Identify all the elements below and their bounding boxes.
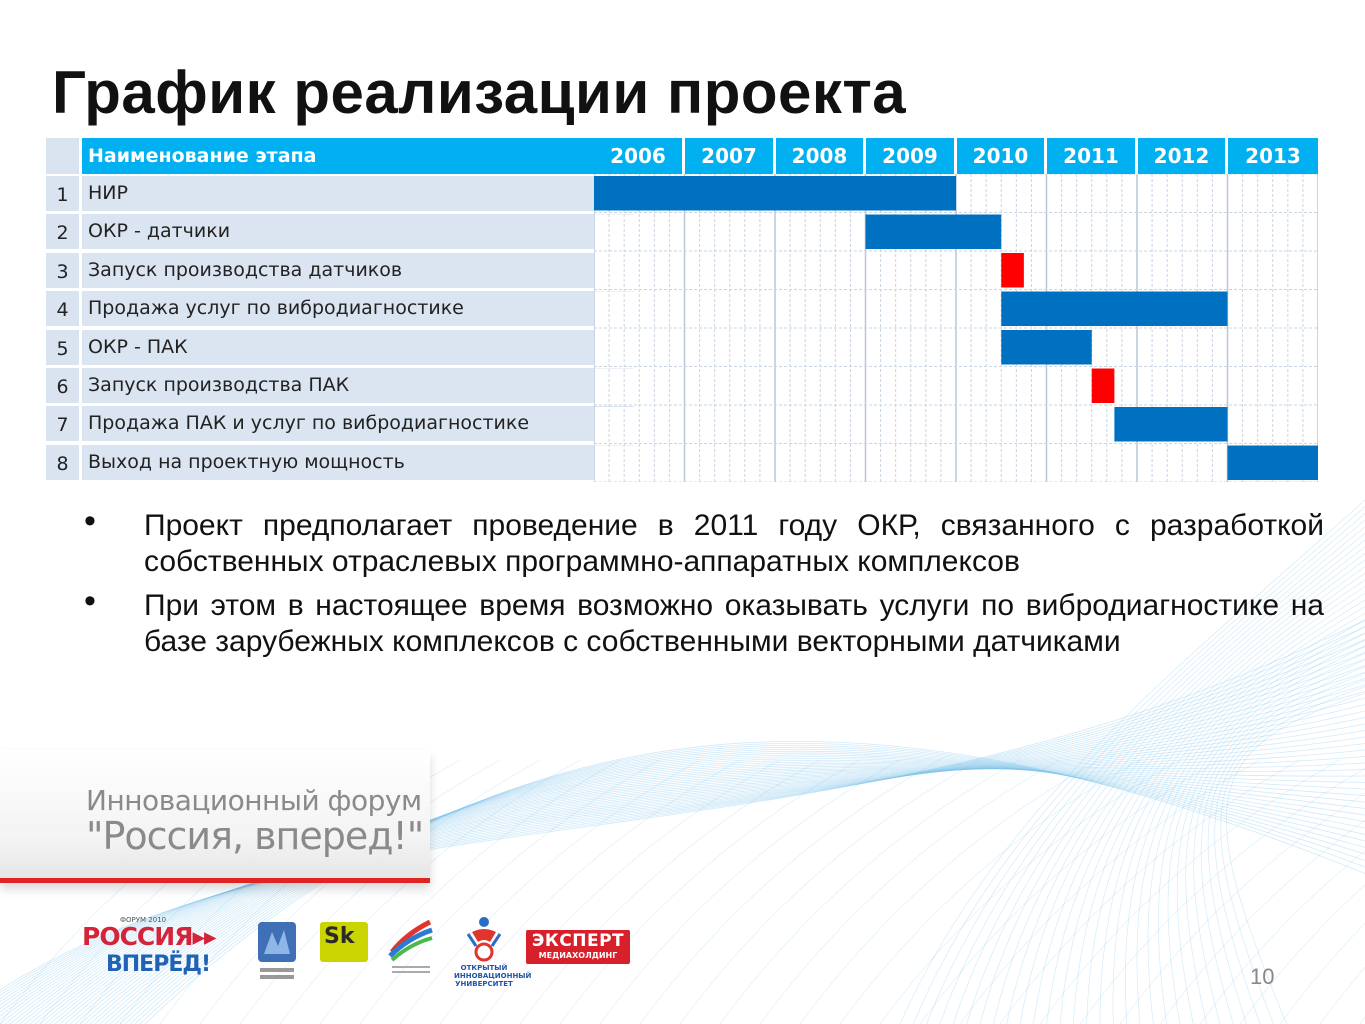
gantt-year-2012: 2012 [1138,138,1225,174]
row-stage-name: Продажа ПАК и услуг по вибродиагностике [82,406,634,441]
gantt-bar-7 [1114,407,1227,442]
forum-banner [0,750,430,883]
gantt-number-header [46,138,79,174]
university-emblem-icon [454,912,514,964]
gantt-bar-3 [1001,253,1024,288]
gantt-bar-5 [1001,330,1092,365]
expert-logo-subtitle: МЕДИАХОЛДИНГ [538,951,618,960]
bullet-text: При этом в настоящее время возможно оказывать услуги по вибродиагностике на базе зарубежных комплексов с собственными векторными датчиками [144,589,1324,658]
bullet-item [84,502,1324,580]
row-number: 1 [46,176,79,211]
gantt-bar-6 [1092,369,1115,404]
ministry-logo [386,916,436,976]
row-number: 6 [46,368,79,403]
row-number: 3 [46,253,79,288]
row-stage-name: ОКР - датчики [82,214,634,249]
mesh-line [600,760,900,1024]
russia-logo-top: РОССИЯ▸▸ [82,922,216,951]
gantt-bar-8 [1228,446,1319,481]
slide-title: График реализации проекта [52,59,907,126]
skolkovo-logo [320,922,368,962]
bullet-text: Проект предполагает проведение в 2011 году ОКР, связанного с разработкой собственных отраслевых программно-аппаратных комплексов [144,509,1324,578]
row-number: 7 [46,406,79,441]
university-logo-text: ОТКРЫТЫЙ ИННОВАЦИОННЫЙ УНИВЕРСИТЕТ [454,964,532,988]
row-stage-name: Выход на проектную мощность [82,445,634,480]
open-innovation-university-logo [454,912,532,988]
gantt-bar-2 [866,215,1002,250]
row-number: 4 [46,291,79,326]
sponsor-logos [80,912,640,992]
mesh-line [840,760,1140,1024]
mesh-line [1221,687,1365,1024]
bullet-item [84,582,1324,660]
row-number: 2 [46,214,79,249]
mesh-line [920,760,1220,1024]
russia-forward-logo [80,916,240,982]
bullet-marker: • [84,502,96,540]
gantt-bar-4 [1001,292,1227,327]
gantt-year-2008: 2008 [776,138,863,174]
row-number: 8 [46,445,79,480]
russia-logo-small: ФОРУМ 2010 [120,916,167,924]
mesh-line [640,760,940,1024]
row-stage-name: Запуск производства ПАК [82,368,634,403]
gantt-chart [46,138,1318,482]
gantt-year-2010: 2010 [957,138,1044,174]
gantt-timeline [594,174,1318,482]
forum-name-line1: Инновационный форум [86,784,422,817]
gantt-header [46,138,1318,174]
forum-name-line2: "Россия, вперед!" [86,814,424,858]
mesh-line [1201,667,1365,1024]
row-stage-name: Запуск производства датчиков [82,253,634,288]
gantt-year-2009: 2009 [866,138,954,174]
expert-media-logo [526,930,630,964]
row-number: 5 [46,330,79,365]
russia-logo-bottom: ВПЕРЁД! [106,952,210,977]
expert-logo-title: ЭКСПЕРТ [531,931,625,951]
mesh-line [1360,760,1365,1024]
row-stage-name: Продажа услуг по вибродиагностике [82,291,634,326]
row-stage-name: ОКР - ПАК [82,330,634,365]
mesh-line [880,760,1180,1024]
forum-2010-logo [256,920,298,982]
gantt-year-2011: 2011 [1047,138,1135,174]
bullet-list [84,502,1324,668]
row-stage-name: НИР [82,176,634,211]
page-number: 10 [1250,964,1275,989]
gantt-bar-1 [594,176,956,211]
gantt-name-header: Наименование этапа [82,138,634,174]
gantt-year-2007: 2007 [685,138,773,174]
bullet-marker: • [84,582,96,620]
skolkovo-logo-text: Sk [324,924,355,949]
mesh-line [760,760,1060,1024]
gantt-year-2013: 2013 [1228,138,1318,174]
gantt-year-2006: 2006 [594,138,682,174]
